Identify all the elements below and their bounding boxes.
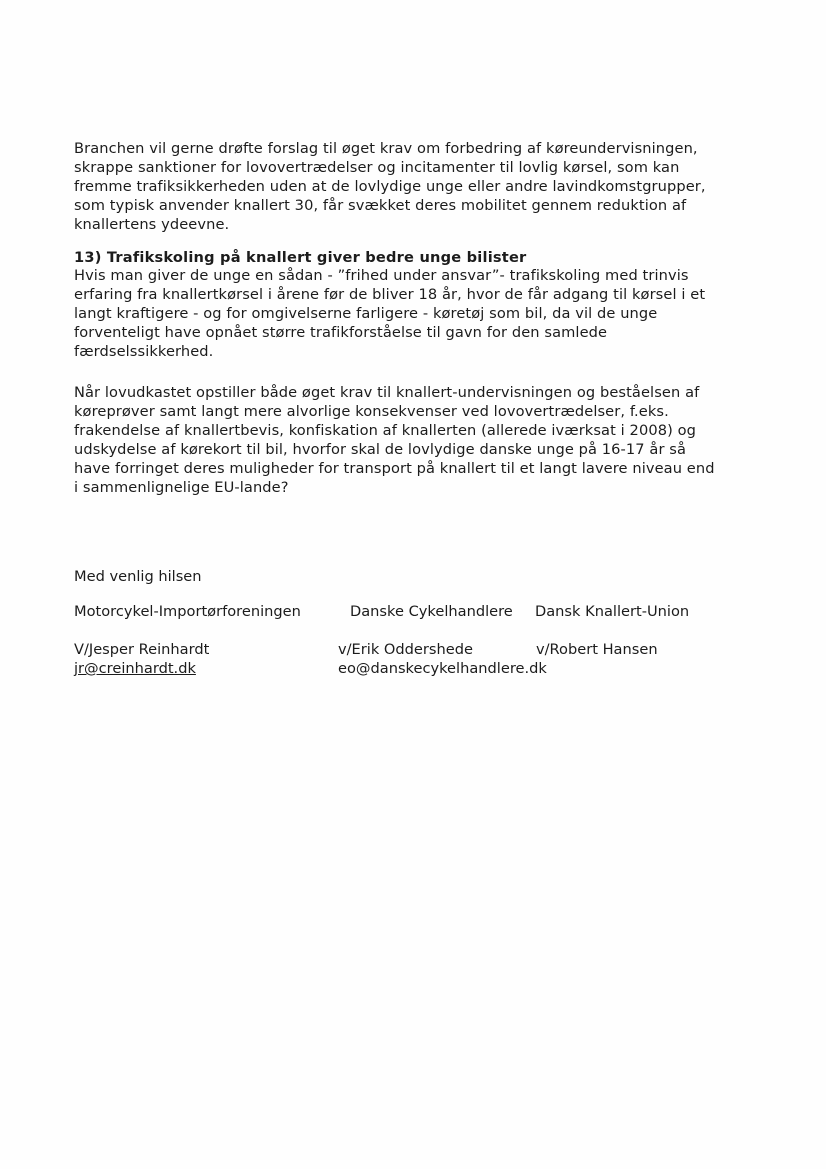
paragraph-line: Når lovudkastet opstiller både øget krav til knallert-undervisningen og beståelsen af <box>74 384 700 401</box>
paragraph-line: færdselssikkerhed. <box>74 343 214 360</box>
signatory-email: eo@danskecykelhandlere.dk <box>338 660 547 677</box>
signatory-name: v/Robert Hansen <box>536 641 658 658</box>
paragraph-line: i sammenlignelige EU-lande? <box>74 479 289 496</box>
signatory-organization: Danske Cykelhandlere <box>350 603 513 620</box>
paragraph-line: Branchen vil gerne drøfte forslag til øget krav om forbedring af køreundervisningen, <box>74 140 698 157</box>
paragraph-line: udskydelse af kørekort til bil, hvorfor skal de lovlydige danske unge på 16-17 år så <box>74 441 687 458</box>
signatory-name: v/Erik Oddershede <box>338 641 473 658</box>
paragraph-line: frakendelse af knallertbevis, konfiskation af knallerten (allerede iværksat i 2008) og <box>74 422 697 439</box>
paragraph-line: fremme trafiksikkerheden uden at de lovlydige unge eller andre lavindkomstgrupper, <box>74 178 706 195</box>
paragraph-line: have forringet deres muligheder for transport på knallert til et langt lavere niveau end <box>74 460 715 477</box>
paragraph-law-draft <box>74 383 774 497</box>
section-heading: 13) Trafikskoling på knallert giver bedre unge bilister <box>74 249 527 266</box>
signatory-email-link[interactable]: jr@creinhardt.dk <box>74 660 196 677</box>
signatory-organization: Motorcykel-Importørforeningen <box>74 603 301 620</box>
paragraph-line: erfaring fra knallertkørsel i årene før de bliver 18 år, hvor de får adgang til kørsel i et <box>74 286 706 303</box>
paragraph-line: køreprøver samt langt mere alvorlige konsekvenser ved lovovertrædelser, f.eks. <box>74 403 669 420</box>
paragraph-line: Hvis man giver de unge en sådan - ”frihed under ansvar”- trafikskoling med trinvis <box>74 267 689 284</box>
paragraph-line: knallertens ydeevne. <box>74 216 230 233</box>
closing-greeting: Med venlig hilsen <box>74 568 202 585</box>
paragraph-traffic-schooling <box>74 266 774 361</box>
signatory-name: V/Jesper Reinhardt <box>74 641 210 658</box>
paragraph-mobility <box>74 139 774 234</box>
paragraph-line: forventeligt have opnået større trafikforståelse til gavn for den samlede <box>74 324 608 341</box>
signatory-organization: Dansk Knallert-Union <box>535 603 690 620</box>
paragraph-line: skrappe sanktioner for lovovertrædelser og incitamenter til lovlig kørsel, som kan <box>74 159 680 176</box>
paragraph-line: som typisk anvender knallert 30, får svækket deres mobilitet gennem reduktion af <box>74 197 687 214</box>
paragraph-line: langt kraftigere - og for omgivelserne farligere - køretøj som bil, da vil de unge <box>74 305 658 322</box>
